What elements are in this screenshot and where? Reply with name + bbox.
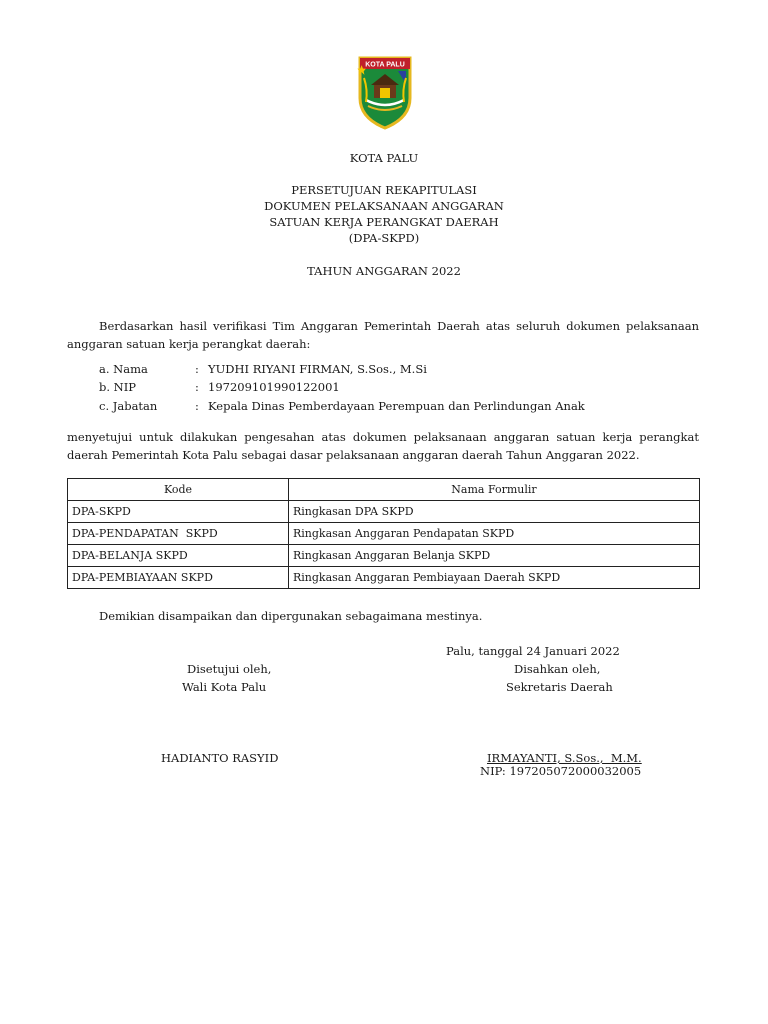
table-row — [68, 523, 700, 545]
signature-right-nip: NIP: 197205072000032005 — [480, 764, 642, 778]
table-cell-nama: Ringkasan Anggaran Pembiayaan Daerah SKPD — [289, 567, 700, 589]
field-nip-label: b. NIP — [99, 380, 137, 394]
title-line-1: PERSETUJUAN REKAPITULASI — [291, 183, 477, 197]
field-jabatan-value: Kepala Dinas Pemberdayaan Perempuan dan Perlindungan Anak — [208, 399, 585, 413]
field-name-sep: : — [195, 362, 199, 376]
field-jabatan-sep: : — [195, 399, 199, 413]
field-name-value: YUDHI RIYANI FIRMAN, S.Sos., M.Si — [208, 362, 427, 376]
field-nip-value: 197209101990122001 — [208, 380, 340, 394]
table-cell-nama: Ringkasan DPA SKPD — [289, 501, 700, 523]
table-cell-kode: DPA-BELANJA SKPD — [68, 545, 289, 567]
title-line-4: (DPA-SKPD) — [348, 231, 420, 245]
closing-sentence: Demikian disampaikan dan dipergunakan sebagaimana mestinya. — [99, 609, 483, 623]
signature-left-approved-by: Disetujui oleh, — [187, 662, 272, 676]
table-row — [68, 545, 700, 567]
title-line-3: SATUAN KERJA PERANGKAT DAERAH — [269, 215, 499, 229]
table-cell-kode: DPA-PENDAPATAN SKPD — [68, 523, 289, 545]
emblem-banner-text: KOTA PALU — [365, 61, 405, 69]
table-cell-kode: DPA-SKPD — [68, 501, 289, 523]
field-name-label: a. Nama — [99, 362, 148, 376]
signature-right-title: Sekretaris Daerah — [506, 680, 613, 694]
field-jabatan-label: c. Jabatan — [99, 399, 158, 413]
field-nip-sep: : — [195, 380, 199, 394]
fiscal-year: TAHUN ANGGARAN 2022 — [307, 264, 461, 278]
forms-table — [67, 478, 700, 589]
table-header-kode: Kode — [68, 479, 289, 501]
table-cell-kode: DPA-PEMBIAYAAN SKPD — [68, 567, 289, 589]
kota-palu-emblem-icon — [354, 54, 416, 130]
table-header-nama-formulir: Nama Formulir — [289, 479, 700, 501]
signature-right-approved-by: Disahkan oleh, — [514, 662, 601, 676]
table-cell-nama: Ringkasan Anggaran Belanja SKPD — [289, 545, 700, 567]
table-cell-nama: Ringkasan Anggaran Pendapatan SKPD — [289, 523, 700, 545]
signature-date: Palu, tanggal 24 Januari 2022 — [446, 644, 620, 658]
title-line-2: DOKUMEN PELAKSANAAN ANGGARAN — [264, 199, 504, 213]
approval-paragraph: menyetujui untuk dilakukan pengesahan atas dokumen pelaksanaan anggaran satuan kerja perangkat daerah Pemerintah Kota Palu sebagai dasar pelaksanaan anggaran daerah Tahun Anggaran 2022. — [67, 430, 699, 462]
table-row — [68, 501, 700, 523]
signature-left-name: HADIANTO RASYID — [161, 751, 279, 765]
signature-right-name: IRMAYANTI, S.Sos., M.M. — [487, 751, 642, 765]
table-row — [68, 567, 700, 589]
signature-left-title: Wali Kota Palu — [182, 680, 267, 694]
table-header-row — [68, 479, 700, 501]
city-heading: KOTA PALU — [349, 151, 419, 165]
intro-paragraph: Berdasarkan hasil verifikasi Tim Anggaran Pemerintah Daerah atas seluruh dokumen pelaksanaan anggaran satuan kerja perangkat daerah: — [67, 319, 699, 351]
